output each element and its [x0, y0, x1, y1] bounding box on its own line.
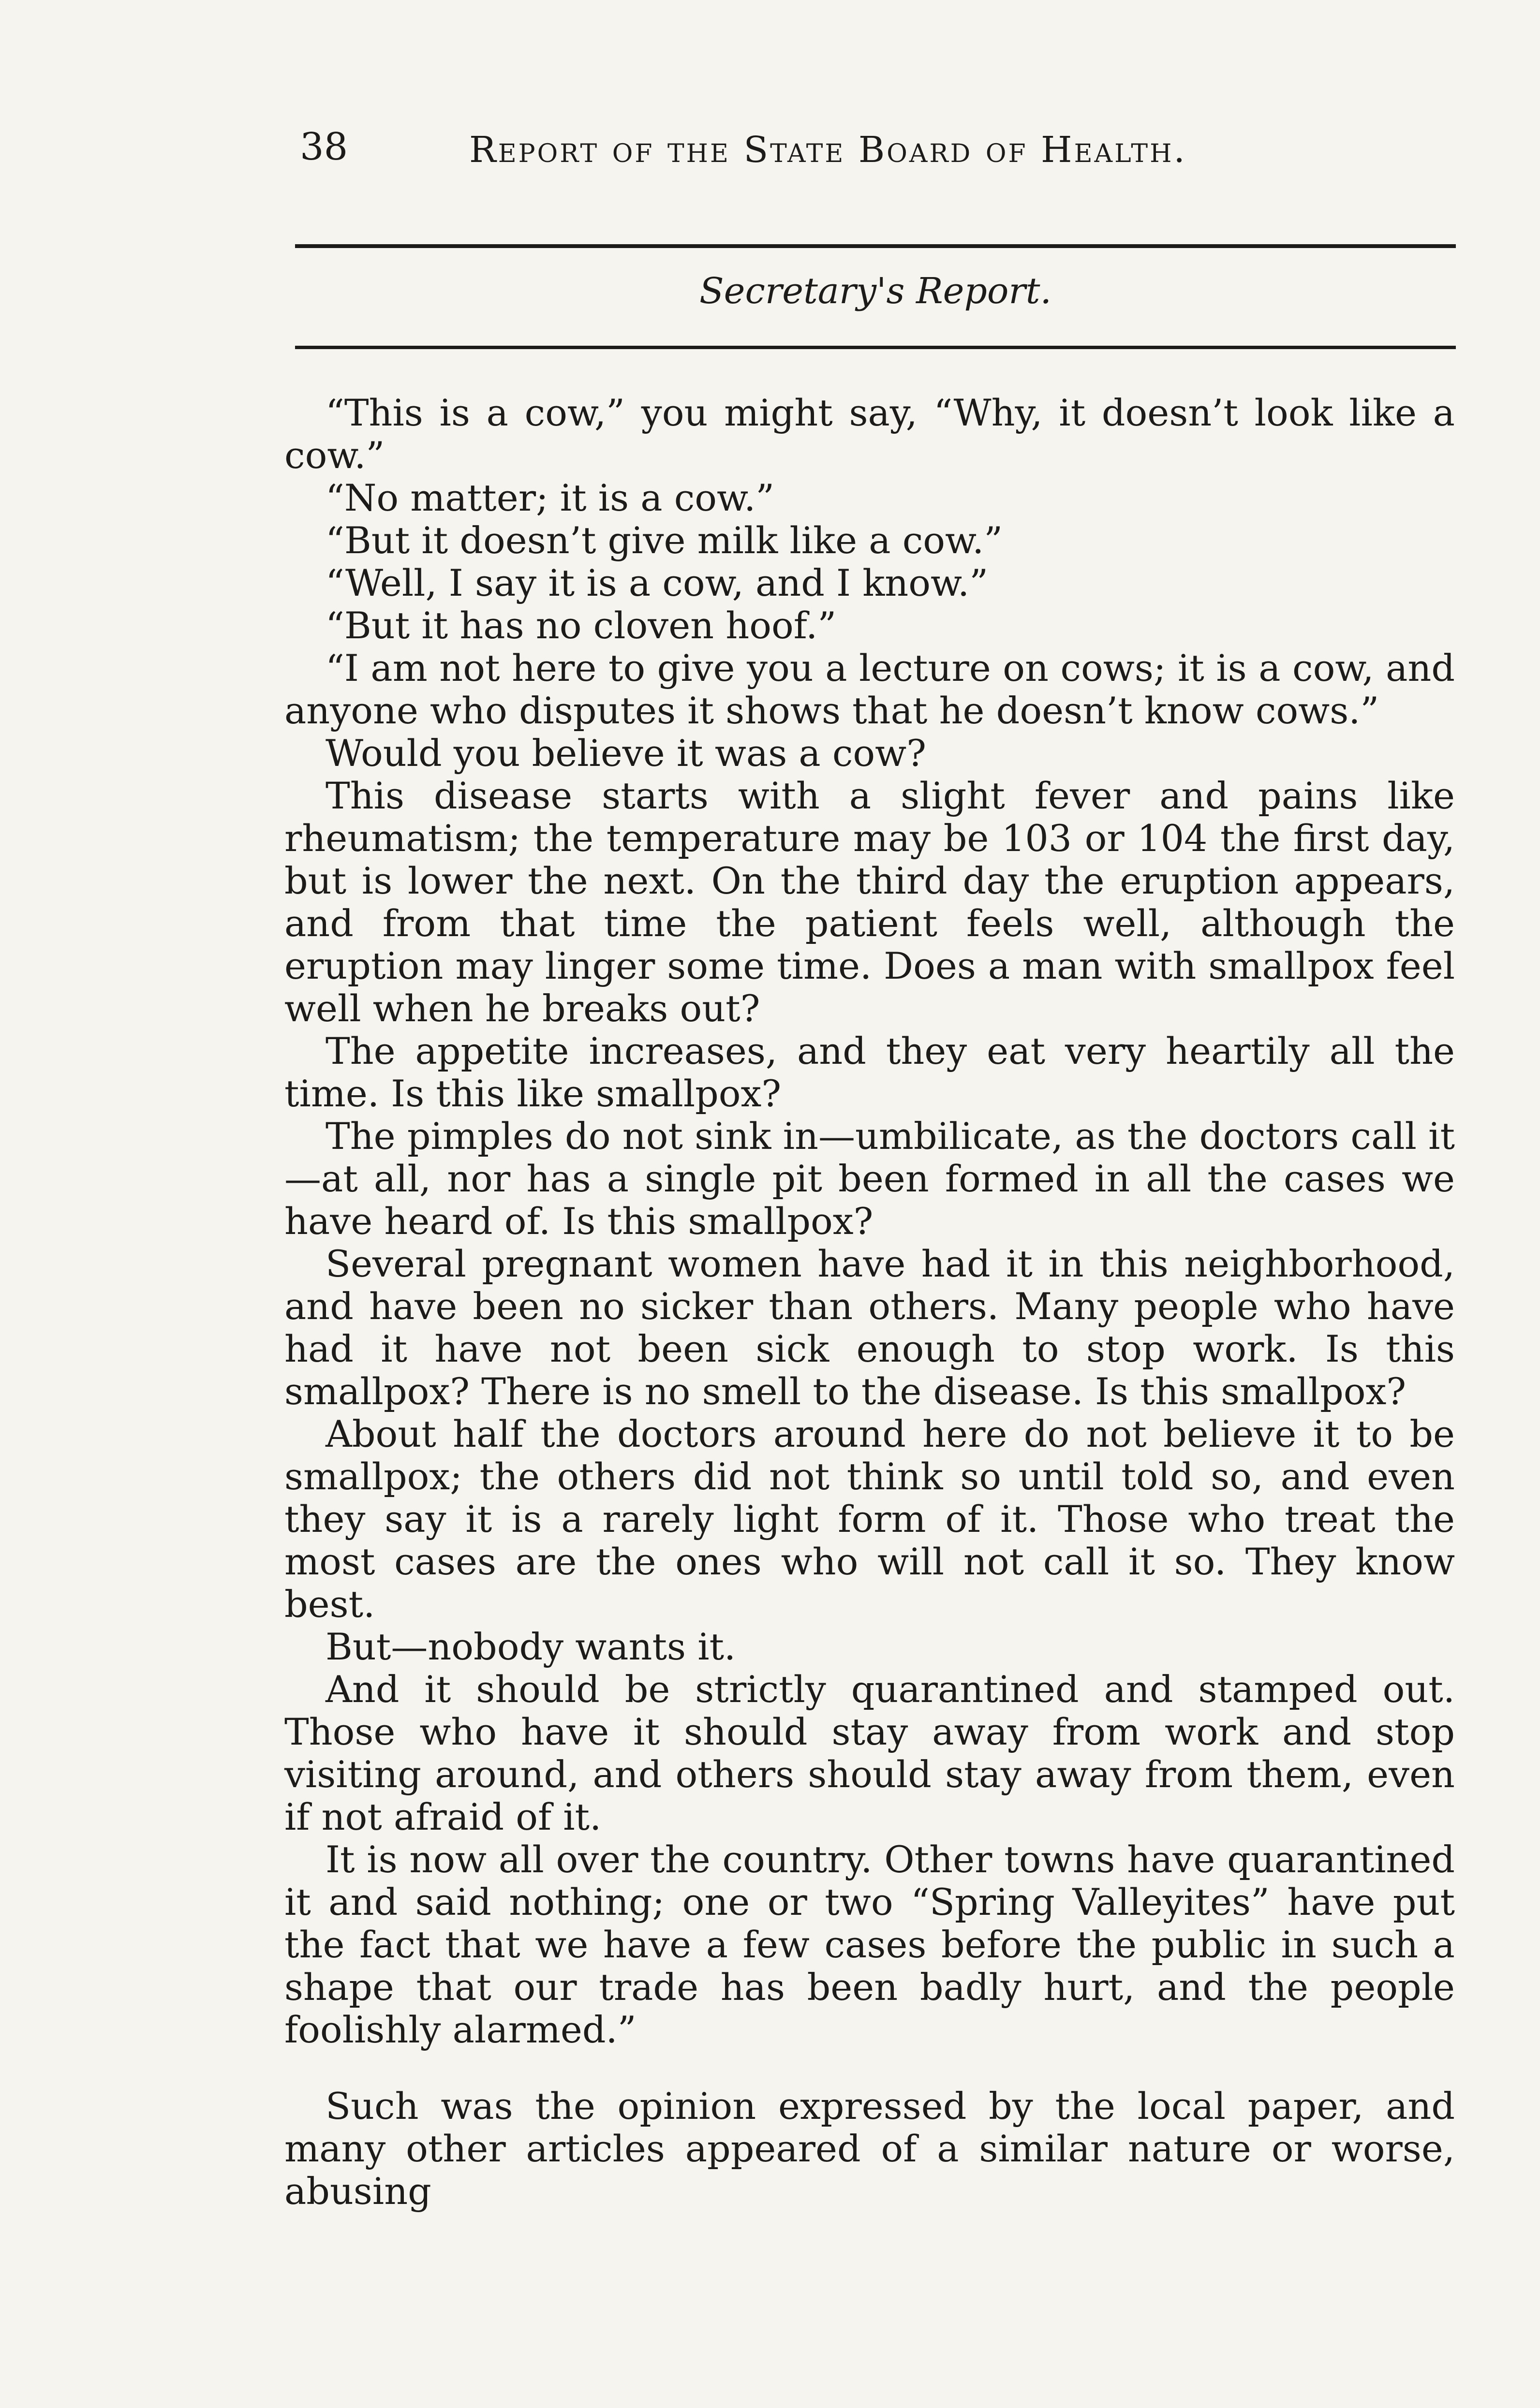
paragraph: Would you believe it was a cow? [326, 732, 926, 775]
page-number: 38 [300, 125, 348, 169]
paragraph: Several pregnant women have had it in this neighborhood, and have been no sicker than others. Many people who have had it have not been sick enough to stop work. Is this smallpox? There is no smell to the disease. Is this smallpox? [284, 1242, 1455, 1413]
paragraph: “This is a cow,” you might say, “Why, it doesn’t look like a cow.” [284, 391, 1455, 477]
paragraph: It is now all over the country. Other towns have quarantined it and said nothing; one or two “Spring Valleyites” have put the fact that we have a few cases before the public in such a shape that our trade has been badly hurt, and the people foolishly alarmed.” [284, 1838, 1455, 2051]
page-header [290, 123, 1461, 181]
body-text [284, 392, 1455, 2213]
paragraph: “I am not here to give you a lecture on cows; it is a cow, and anyone who disputes it shows that he doesn’t know cows.” [284, 646, 1455, 732]
header-rule-top [295, 244, 1456, 248]
paragraph: “But it doesn’t give milk like a cow.” [326, 519, 1003, 562]
paragraph: And it should be strictly quarantined and stamped out. Those who have it should stay away from work and stop visiting around, and others should stay away from them, even if not afraid of it. [284, 1668, 1455, 1838]
paragraph: This disease starts with a slight fever and pains like rheumatism; the temperature may be 103 or 104 the first day, but is lower the next. On the third day the eruption appears, and from that time the patient feels well, although the eruption may linger some time. Does a man with smallpox feel well when he breaks out? [284, 774, 1455, 1030]
paragraph: But—nobody wants it. [326, 1625, 736, 1668]
header-rule-bottom [295, 346, 1456, 349]
paragraph: Such was the opinion expressed by the local paper, and many other articles appeared of a similar nature or worse, abusing [284, 2085, 1455, 2213]
paragraph: The appetite increases, and they eat very heartily all the time. Is this like smallpox? [284, 1029, 1455, 1115]
paragraph: “Well, I say it is a cow, and I know.” [326, 561, 989, 604]
paragraph: “But it has no cloven hoof.” [326, 604, 837, 647]
running-head: Report of the State Board of Health. [469, 129, 1187, 171]
paragraph: The pimples do not sink in—umbilicate, as the doctors call it—at all, nor has a single pit been formed in all the cases we have heard of. Is this smallpox? [284, 1115, 1455, 1243]
section-title: Secretary's Report. [699, 270, 1052, 312]
paragraph: About half the doctors around here do not believe it to be smallpox; the others did not think so until told so, and even they say it is a rarely light form of it. Those who treat the most cases are the ones who will not call it so. They know best. [284, 1412, 1455, 1626]
paragraph: “No matter; it is a cow.” [326, 476, 775, 519]
